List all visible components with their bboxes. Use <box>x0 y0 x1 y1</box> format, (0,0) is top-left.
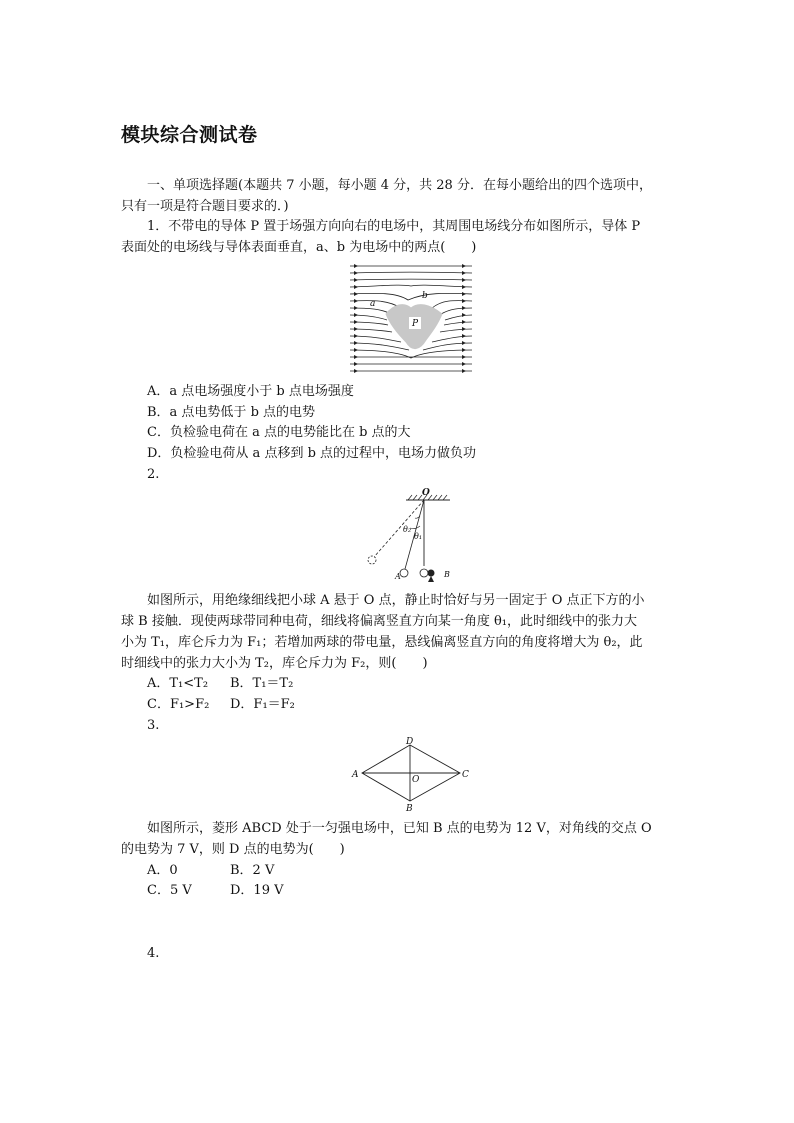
label-a: a <box>370 299 376 309</box>
ball-a-dashed <box>368 556 376 564</box>
q1-stem-line1: 1．不带电的导体 P 置于场强方向向右的电场中，其周围电场线分布如图所示，导体 P <box>147 219 641 234</box>
ball-b-fixed-support <box>428 570 435 577</box>
q3-options-row1 <box>147 860 274 881</box>
label-o: O <box>422 488 430 498</box>
q3-rhombus-figure <box>348 735 474 813</box>
label-b: b <box>422 291 428 301</box>
section-heading-line1: 一、单项选择题(本题共 7 小题，每小题 4 分，共 28 分．在每小题给出的四个选项中， <box>147 178 652 193</box>
q3-number: 3. <box>147 718 160 733</box>
q2-stem-line2: 球 B 接触．现使两球带同种电荷，细线将偏离竖直方向某一角度 θ₁，此时细线中的张力大 <box>121 614 637 629</box>
label-theta2: θ₂ <box>403 525 412 534</box>
q1-option-a[interactable]: A．a 点电场强度小于 b 点电场强度 <box>147 384 354 399</box>
q2-number: 2. <box>147 467 160 482</box>
label-a: A <box>395 572 401 581</box>
label-d: D <box>406 737 414 747</box>
label-theta1: θ₁ <box>414 532 423 541</box>
q3-stem-line2: 的电势为 7 V，则 D 点的电势为( ) <box>121 842 345 857</box>
label-c: C <box>462 770 469 780</box>
section-heading-line2: 只有一项是符合题目要求的．) <box>121 199 289 214</box>
q2-pendulum-figure <box>360 486 460 584</box>
page-title: 模块综合测试卷 <box>121 124 258 146</box>
q3-option-c[interactable]: C．5 V <box>147 883 192 898</box>
q1-stem-line2: 表面处的电场线与导体表面垂直，a、b 为电场中的两点( ) <box>121 240 477 255</box>
angle-arc-2 <box>410 526 420 529</box>
ball-b <box>420 569 428 577</box>
q1-option-d[interactable]: D．负检验电荷从 a 点移到 b 点的过程中，电场力做负功 <box>147 446 477 461</box>
q2-stem-line1: 如图所示，用绝缘细线把小球 A 悬于 O 点，静止时恰好与另一固定于 O 点正下方的小 <box>147 593 645 608</box>
q1-option-c[interactable]: C．负检验电荷在 a 点的电势能比在 b 点的大 <box>147 425 411 440</box>
q2-options-row2 <box>147 694 295 715</box>
q1-option-b[interactable]: B．a 点电势低于 b 点的电势 <box>147 405 316 420</box>
q2-option-c[interactable]: C．F₁>F₂ <box>147 697 210 712</box>
q3-option-a[interactable]: A．0 <box>147 863 178 878</box>
ball-a <box>400 569 408 577</box>
ball-b-stand <box>428 576 434 582</box>
q2-stem-line4: 时细线中的张力大小为 T₂，库仑斥力为 F₂，则( ) <box>121 656 428 671</box>
q2-options-row1 <box>147 673 293 694</box>
q4-number: 4. <box>147 946 160 961</box>
q1-field-line-figure <box>346 262 476 377</box>
label-b: B <box>444 570 450 579</box>
label-a: A <box>352 770 359 780</box>
label-o: O <box>412 775 420 785</box>
q2-option-b[interactable]: B．T₁＝T₂ <box>230 676 294 691</box>
q2-option-a[interactable]: A．T₁<T₂ <box>147 676 209 691</box>
q3-option-b[interactable]: B．2 V <box>230 863 275 878</box>
q3-options-row2 <box>147 880 284 901</box>
label-b: B <box>406 804 413 813</box>
q2-option-d[interactable]: D．F₁＝F₂ <box>230 697 295 712</box>
q2-stem-line3: 小为 T₁，库仑斥力为 F₁；若增加两球的带电量，悬线偏离竖直方向的角度将增大为 θ₂，此 <box>121 635 643 650</box>
label-p: P <box>412 319 419 329</box>
q3-stem-line1: 如图所示，菱形 ABCD 处于一匀强电场中，已知 B 点的电势为 12 V，对角线的交点 O <box>147 821 652 836</box>
q3-option-d[interactable]: D．19 V <box>230 883 284 898</box>
